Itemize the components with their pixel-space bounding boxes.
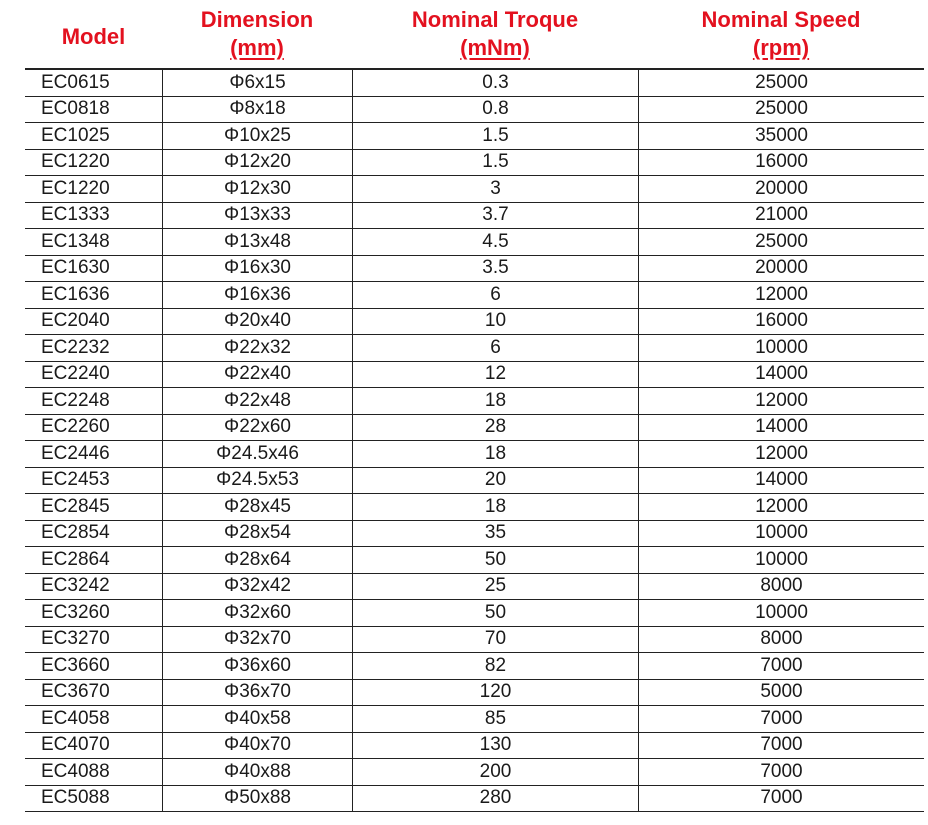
header-speed-label: Nominal Speed xyxy=(701,7,861,32)
cell-dimension: Φ50x88 xyxy=(162,786,352,812)
cell-dimension: Φ28x45 xyxy=(162,494,352,520)
header-torque-unit: (mNm) xyxy=(460,35,530,60)
cell-torque: 50 xyxy=(352,547,638,573)
cell-model: EC1333 xyxy=(41,204,110,226)
cell-torque: 120 xyxy=(352,680,638,706)
cell-speed: 16000 xyxy=(638,309,924,335)
cell-torque: 3.5 xyxy=(352,256,638,282)
header-speed xyxy=(638,0,924,68)
cell-model: EC4058 xyxy=(41,707,110,729)
cell-model: EC5088 xyxy=(41,787,110,809)
table-row xyxy=(25,759,924,786)
cell-dimension: Φ32x42 xyxy=(162,574,352,600)
cell-torque: 6 xyxy=(352,282,638,308)
cell-speed: 20000 xyxy=(638,176,924,202)
table-row xyxy=(25,176,924,203)
cell-dimension: Φ24.5x53 xyxy=(162,468,352,494)
cell-torque: 82 xyxy=(352,653,638,679)
cell-speed: 12000 xyxy=(638,441,924,467)
cell-dimension: Φ6x15 xyxy=(162,70,352,96)
table-row xyxy=(25,362,924,389)
cell-speed: 25000 xyxy=(638,229,924,255)
cell-dimension: Φ13x33 xyxy=(162,203,352,229)
cell-torque: 130 xyxy=(352,733,638,759)
cell-speed: 10000 xyxy=(638,600,924,626)
cell-model: EC2446 xyxy=(41,442,110,464)
cell-dimension: Φ36x60 xyxy=(162,653,352,679)
table-row xyxy=(25,388,924,415)
cell-model: EC0818 xyxy=(41,98,110,120)
table-row xyxy=(25,627,924,654)
table-row xyxy=(25,574,924,601)
cell-speed: 12000 xyxy=(638,388,924,414)
cell-dimension: Φ10x25 xyxy=(162,123,352,149)
cell-torque: 200 xyxy=(352,759,638,785)
table-row xyxy=(25,229,924,256)
cell-model: EC2240 xyxy=(41,363,110,385)
table-row xyxy=(25,521,924,548)
cell-speed: 10000 xyxy=(638,547,924,573)
cell-torque: 35 xyxy=(352,521,638,547)
cell-model: EC2854 xyxy=(41,522,110,544)
cell-model: EC2260 xyxy=(41,416,110,438)
table-body xyxy=(25,70,924,812)
cell-speed: 7000 xyxy=(638,759,924,785)
cell-model: EC2040 xyxy=(41,310,110,332)
cell-speed: 12000 xyxy=(638,494,924,520)
cell-torque: 50 xyxy=(352,600,638,626)
table-row xyxy=(25,494,924,521)
cell-model: EC0615 xyxy=(41,71,110,93)
cell-dimension: Φ8x18 xyxy=(162,97,352,123)
cell-speed: 10000 xyxy=(638,335,924,361)
cell-dimension: Φ28x54 xyxy=(162,521,352,547)
cell-speed: 16000 xyxy=(638,150,924,176)
cell-torque: 25 xyxy=(352,574,638,600)
cell-model: EC2248 xyxy=(41,389,110,411)
cell-torque: 85 xyxy=(352,706,638,732)
cell-speed: 8000 xyxy=(638,627,924,653)
cell-dimension: Φ22x32 xyxy=(162,335,352,361)
cell-torque: 3.7 xyxy=(352,203,638,229)
table-row xyxy=(25,70,924,97)
cell-speed: 7000 xyxy=(638,706,924,732)
table-header xyxy=(25,0,924,70)
table-row xyxy=(25,653,924,680)
table-row xyxy=(25,468,924,495)
table-row xyxy=(25,150,924,177)
header-speed-unit: (rpm) xyxy=(752,35,810,60)
cell-dimension: Φ13x48 xyxy=(162,229,352,255)
table-row xyxy=(25,309,924,336)
cell-dimension: Φ12x20 xyxy=(162,150,352,176)
cell-dimension: Φ32x70 xyxy=(162,627,352,653)
table-row xyxy=(25,441,924,468)
cell-model: EC4088 xyxy=(41,760,110,782)
table-row xyxy=(25,282,924,309)
table-row xyxy=(25,600,924,627)
cell-speed: 12000 xyxy=(638,282,924,308)
header-torque-label: Nominal Troque xyxy=(411,7,579,32)
cell-torque: 0.8 xyxy=(352,97,638,123)
cell-model: EC2232 xyxy=(41,336,110,358)
cell-torque: 1.5 xyxy=(352,150,638,176)
table-row xyxy=(25,680,924,707)
table-row xyxy=(25,733,924,760)
cell-model: EC4070 xyxy=(41,734,110,756)
cell-torque: 3 xyxy=(352,176,638,202)
cell-dimension: Φ24.5x46 xyxy=(162,441,352,467)
cell-dimension: Φ12x30 xyxy=(162,176,352,202)
cell-torque: 20 xyxy=(352,468,638,494)
cell-dimension: Φ22x40 xyxy=(162,362,352,388)
cell-speed: 25000 xyxy=(638,70,924,96)
table-row xyxy=(25,415,924,442)
cell-torque: 4.5 xyxy=(352,229,638,255)
cell-speed: 8000 xyxy=(638,574,924,600)
cell-torque: 28 xyxy=(352,415,638,441)
cell-speed: 7000 xyxy=(638,653,924,679)
cell-model: EC1630 xyxy=(41,257,110,279)
cell-speed: 14000 xyxy=(638,362,924,388)
cell-torque: 280 xyxy=(352,786,638,812)
cell-model: EC1220 xyxy=(41,177,110,199)
cell-model: EC3270 xyxy=(41,628,110,650)
header-model xyxy=(25,0,162,68)
cell-speed: 20000 xyxy=(638,256,924,282)
cell-model: EC2845 xyxy=(41,495,110,517)
cell-torque: 18 xyxy=(352,494,638,520)
cell-dimension: Φ22x60 xyxy=(162,415,352,441)
cell-speed: 14000 xyxy=(638,415,924,441)
table-row xyxy=(25,706,924,733)
cell-speed: 14000 xyxy=(638,468,924,494)
table-row xyxy=(25,256,924,283)
cell-model: EC1636 xyxy=(41,283,110,305)
cell-torque: 0.3 xyxy=(352,70,638,96)
cell-torque: 18 xyxy=(352,441,638,467)
header-dimension xyxy=(162,0,352,68)
cell-model: EC1025 xyxy=(41,124,110,146)
cell-speed: 35000 xyxy=(638,123,924,149)
cell-dimension: Φ40x70 xyxy=(162,733,352,759)
cell-model: EC2864 xyxy=(41,548,110,570)
cell-dimension: Φ16x30 xyxy=(162,256,352,282)
cell-model: EC1220 xyxy=(41,151,110,173)
cell-torque: 70 xyxy=(352,627,638,653)
table-row xyxy=(25,547,924,574)
cell-torque: 1.5 xyxy=(352,123,638,149)
cell-dimension: Φ20x40 xyxy=(162,309,352,335)
cell-dimension: Φ32x60 xyxy=(162,600,352,626)
cell-torque: 6 xyxy=(352,335,638,361)
cell-dimension: Φ40x58 xyxy=(162,706,352,732)
header-model-label: Model xyxy=(61,24,126,49)
cell-speed: 21000 xyxy=(638,203,924,229)
cell-torque: 10 xyxy=(352,309,638,335)
cell-model: EC1348 xyxy=(41,230,110,252)
header-dimension-label: Dimension xyxy=(200,7,314,32)
cell-model: EC3260 xyxy=(41,601,110,623)
table-row xyxy=(25,123,924,150)
cell-model: EC2453 xyxy=(41,469,110,491)
cell-torque: 12 xyxy=(352,362,638,388)
motor-spec-table xyxy=(25,0,924,812)
cell-dimension: Φ16x36 xyxy=(162,282,352,308)
cell-model: EC3660 xyxy=(41,654,110,676)
cell-dimension: Φ40x88 xyxy=(162,759,352,785)
cell-speed: 7000 xyxy=(638,786,924,812)
table-row xyxy=(25,335,924,362)
cell-dimension: Φ28x64 xyxy=(162,547,352,573)
cell-speed: 5000 xyxy=(638,680,924,706)
header-dimension-unit: (mm) xyxy=(230,35,284,60)
header-torque xyxy=(352,0,638,68)
cell-dimension: Φ22x48 xyxy=(162,388,352,414)
table-row xyxy=(25,203,924,230)
table-row xyxy=(25,786,924,813)
cell-model: EC3242 xyxy=(41,575,110,597)
cell-speed: 10000 xyxy=(638,521,924,547)
cell-speed: 7000 xyxy=(638,733,924,759)
cell-torque: 18 xyxy=(352,388,638,414)
cell-dimension: Φ36x70 xyxy=(162,680,352,706)
table-row xyxy=(25,97,924,124)
cell-model: EC3670 xyxy=(41,681,110,703)
cell-speed: 25000 xyxy=(638,97,924,123)
